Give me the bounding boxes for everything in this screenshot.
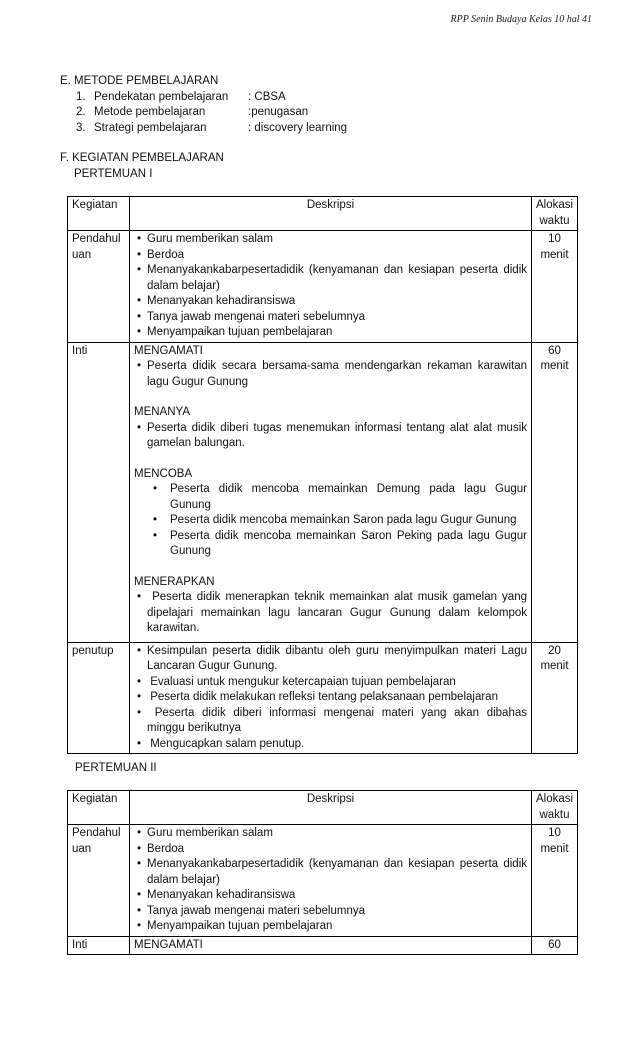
list-item: • Menanyakankabarpesertadidik (kenyamanan dan kesiapan peserta didik dalam belajar) <box>137 858 527 886</box>
menerapkan-heading: MENERAPKAN <box>134 575 215 588</box>
deskripsi-cell <box>130 825 532 937</box>
list-item: • Peserta didik mencoba memainkan Demung pada lagu Gugur Gunung <box>153 483 527 511</box>
metode-item: 3. Strategi pembelajaran : discovery learning <box>76 121 348 134</box>
list-item: • Peserta didik diberi informasi mengenai materi yang akan dibahas minggu berikutnya <box>137 706 527 734</box>
section-f-title: F. KEGIATAN PEMBELAJARAN <box>60 152 224 164</box>
page-header: RPP Senin Budaya Kelas 10 hal 41 <box>450 14 592 25</box>
list-item: • Kesimpulan peserta didik dibantu oleh guru menyimpulkan materi Lagu Lancaran Gugur Gunung. <box>137 644 527 672</box>
waktu-cell: 60 <box>532 936 578 955</box>
pertemuan-2-title: PERTEMUAN II <box>75 762 157 774</box>
list-item: • Peserta didik secara bersama-sama mendengarkan rekaman karawitan lagu Gugur Gunung <box>137 360 527 388</box>
header-deskripsi: Deskripsi <box>130 791 532 825</box>
table-row-pendahuluan <box>68 825 578 937</box>
list-item: • Peserta didik mencoba memainkan Saron Peking pada lagu Gugur Gunung <box>153 529 527 557</box>
list-item: • Menanyakan kehadiransiswa <box>137 295 296 307</box>
kegiatan-cell: penutup <box>68 642 130 754</box>
list-item: • Berdoa <box>137 248 185 261</box>
mengamati-heading: MENGAMATI <box>130 936 532 955</box>
pertemuan-1-title: PERTEMUAN I <box>74 167 153 180</box>
header-kegiatan: Kegiatan <box>68 791 130 825</box>
list-item: • Berdoa <box>137 842 185 855</box>
header-alokasi: Alokasi waktu <box>532 197 578 231</box>
table-row-penutup <box>68 642 578 754</box>
table-row-pendahuluan <box>68 231 578 343</box>
kegiatan-table-2 <box>67 790 578 955</box>
list-item: • Tanya jawab mengenai materi sebelumnya <box>137 904 365 917</box>
list-item: • Tanya jawab mengenai materi sebelumnya <box>137 310 365 323</box>
waktu-cell: 10 menit <box>532 231 578 343</box>
table-row-inti <box>68 936 578 955</box>
waktu-cell: 10 menit <box>532 825 578 937</box>
list-item: • Peserta didik menerapkan teknik memainkan alat musik gamelan yang dipelajari memainkan lagu lancaran Gugur Gunung dalam kelompok karawitan. <box>137 591 527 634</box>
menanya-heading: MENANYA <box>134 406 191 418</box>
kegiatan-cell: Inti <box>68 936 130 955</box>
table-header-row <box>68 197 578 231</box>
list-item: • Peserta didik mencoba memainkan Saron pada lagu Gugur Gunung <box>153 514 517 526</box>
deskripsi-cell <box>130 642 532 754</box>
list-item: • Peserta didik diberi tugas menemukan informasi tentang alat alat musik gamelan balungan. <box>137 421 527 449</box>
waktu-cell: 20 menit <box>532 642 578 754</box>
header-alokasi: Alokasi waktu <box>532 791 578 825</box>
deskripsi-cell <box>130 231 532 343</box>
table-row-inti <box>68 342 578 642</box>
list-item: • Evaluasi untuk mengukur ketercapaian tujuan pembelajaran <box>137 675 456 688</box>
list-item: • Menanyakankabarpesertadidik (kenyamanan dan kesiapan peserta didik dalam belajar) <box>137 264 527 292</box>
list-item: • Menanyakan kehadiransiswa <box>137 889 296 901</box>
list-item: • Menyampaikan tujuan pembelajaran <box>137 326 333 338</box>
deskripsi-cell <box>130 342 532 642</box>
metode-item: 1. Pendekatan pembelajaran : CBSA <box>76 90 286 103</box>
kegiatan-cell: Pendahul uan <box>68 231 130 343</box>
section-metode <box>60 74 347 136</box>
list-item: • Peserta didik melakukan refleksi tentang pelaksanaan pembelajaran <box>137 691 498 703</box>
header-deskripsi: Deskripsi <box>130 197 532 231</box>
metode-item: 2. Metode pembelajaran :penugasan <box>76 106 309 118</box>
section-e-title: E. METODE PEMBELAJARAN <box>60 75 219 87</box>
kegiatan-cell: Inti <box>68 342 130 642</box>
table-header-row <box>68 791 578 825</box>
mencoba-heading: MENCOBA <box>134 467 193 480</box>
list-item: • Guru memberikan salam <box>137 233 273 245</box>
list-item: • Mengucapkan salam penutup. <box>137 737 305 750</box>
mengamati-heading: MENGAMATI <box>134 344 203 357</box>
list-item: • Menyampaikan tujuan pembelajaran <box>137 920 333 932</box>
waktu-cell: 60 menit <box>532 342 578 642</box>
header-kegiatan: Kegiatan <box>68 197 130 231</box>
kegiatan-cell: Pendahul uan <box>68 825 130 937</box>
list-item: • Guru memberikan salam <box>137 827 273 839</box>
kegiatan-table-1 <box>67 196 578 754</box>
section-kegiatan <box>60 151 224 182</box>
